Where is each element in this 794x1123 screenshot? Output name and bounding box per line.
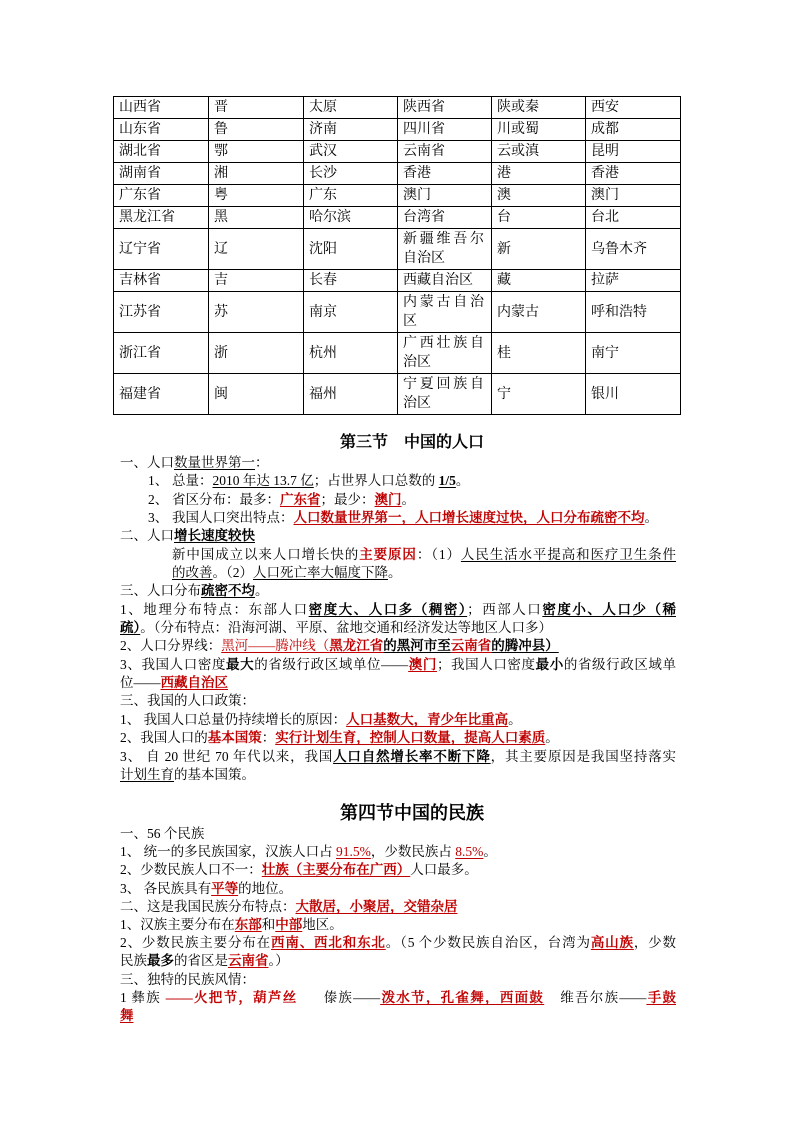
provincial-capital: 拉萨 (586, 270, 681, 292)
province-name: 湖南省 (114, 163, 209, 185)
province-name: 内蒙古自治区 (398, 292, 492, 333)
provincial-capital: 乌鲁木齐 (586, 229, 681, 270)
eth-line (120, 861, 676, 879)
key-point: 91.5% (336, 844, 371, 860)
text-segment: 三、独特的民族风情： (120, 971, 255, 987)
province-name: 陕西省 (398, 97, 492, 119)
text-segment: 。 (255, 583, 269, 599)
key-point: 的改善 (172, 565, 213, 581)
province-abbr: 宁 (492, 374, 586, 415)
pop-line (120, 692, 676, 710)
key-point: 人民生活水平提高和医疗卫生条件 (460, 546, 677, 562)
text-segment: 总量： (172, 473, 213, 489)
key-point: 大散居，小聚居，交错杂居 (295, 898, 458, 914)
key-point: 西藏自治区 (160, 675, 228, 691)
provincial-capital: 广东 (304, 185, 398, 207)
text-segment: ；西部人口 (467, 601, 543, 617)
table-row (114, 97, 681, 119)
province-abbr: 黑 (209, 207, 304, 229)
province-abbr: 台 (492, 207, 586, 229)
province-abbr: 内蒙古 (492, 292, 586, 333)
text-segment: 1、 统一的多民族国家，汉族人口占 (120, 844, 336, 860)
pop-line (120, 582, 676, 600)
province-abbr: 鄂 (209, 141, 304, 163)
table-row (114, 374, 681, 415)
table-row (114, 229, 681, 270)
province-abbr: 藏 (492, 270, 586, 292)
eth-line (120, 880, 676, 898)
pop-line (120, 509, 676, 527)
key-point: 壮族（主要分布在广西） (261, 862, 411, 878)
key-point: 手鼓 (646, 989, 676, 1005)
province-table (113, 96, 681, 415)
key-point: 实行计划生育，控制人口数量，提高人口素质 (275, 730, 546, 746)
province-abbr: 浙 (209, 333, 304, 374)
text-segment: 三、人口分布 (120, 583, 201, 599)
province-name: 西藏自治区 (398, 270, 492, 292)
table-row (114, 185, 681, 207)
text-segment: 二、这是我国民族分布特点： (120, 898, 296, 914)
text-segment: 2、少数民族人口不一： (120, 862, 262, 878)
text-segment: 。 (483, 844, 497, 860)
eth-line (120, 1007, 676, 1025)
text-segment: 3、我国人口密度 (120, 656, 227, 672)
key-point: 人口自然增长率不断下降 (333, 748, 491, 764)
text-segment: 。） (268, 953, 289, 969)
provincial-capital: 太原 (304, 97, 398, 119)
provincial-capital: 武汉 (304, 141, 398, 163)
key-point: 黑龙江省 (329, 638, 384, 654)
key-point: 的腾冲县） (491, 638, 559, 654)
key-point: 最小 (535, 656, 564, 672)
key-point: 舞 (120, 1007, 134, 1023)
pop-line (120, 527, 676, 545)
province-abbr: 辽 (209, 229, 304, 270)
text-segment: 。 (455, 473, 470, 489)
province-name: 宁夏回族自治区 (398, 374, 492, 415)
text-segment: 的基本国策。 (174, 766, 255, 782)
province-name: 四川省 (398, 119, 492, 141)
key-point: 东部 (234, 916, 262, 932)
ethnic-notes (120, 825, 676, 1025)
province-name: 山西省 (114, 97, 209, 119)
table-row (114, 270, 681, 292)
eth-line (120, 989, 676, 1007)
province-name: 云南省 (398, 141, 492, 163)
text-segment: 1、 我国人口总量仍持续增长的原因： (120, 711, 347, 727)
text-segment: 我国人口突出特点： (172, 510, 294, 526)
text-segment: 的省区是 (174, 953, 228, 969)
key-point: 人口基数大，青少年比重高 (346, 711, 509, 727)
section-title: 第三节 中国的人口 (339, 434, 484, 451)
provincial-capital: 香港 (586, 163, 681, 185)
text-segment: 民族 (120, 953, 147, 969)
text-segment: ： (255, 455, 269, 470)
key-point: 最大 (226, 656, 255, 672)
province-name: 湖北省 (114, 141, 209, 163)
province-abbr: 云或滇 (492, 141, 586, 163)
province-abbr: 新 (492, 229, 586, 270)
eth-line (120, 825, 676, 843)
eth-line (120, 934, 676, 952)
key-point: 1/5 (438, 473, 456, 489)
province-name: 福建省 (114, 374, 209, 415)
provincial-capital: 长沙 (304, 163, 398, 185)
table-row (114, 292, 681, 333)
eth-line (120, 952, 676, 970)
pop-line (120, 472, 676, 490)
provincial-capital: 呼和浩特 (586, 292, 681, 333)
text-segment: 的地位。 (238, 880, 293, 896)
province-abbr: 吉 (209, 270, 304, 292)
province-abbr: 川或蜀 (492, 119, 586, 141)
table-row (114, 333, 681, 374)
text-segment: 地区。 (302, 916, 343, 932)
eth-line (120, 843, 676, 861)
provincial-capital: 杭州 (304, 333, 398, 374)
key-point: 黑河——腾冲线（ (221, 638, 330, 654)
pop-line (120, 454, 676, 472)
text-segment: 傣族—— (323, 989, 381, 1005)
pop-line (120, 564, 676, 582)
province-abbr: 粤 (209, 185, 304, 207)
text-segment: 。 (508, 711, 522, 727)
text-segment: 1、汉族主要分布在 (120, 916, 235, 932)
key-point: 中部 (275, 916, 303, 932)
text-segment: ，少数 (633, 935, 677, 951)
key-point: 人口死亡率大幅度下降 (253, 565, 388, 581)
provincial-capital: 长春 (304, 270, 398, 292)
province-name: 新疆维吾尔自治区 (398, 229, 492, 270)
key-point: 增长速度较快 (174, 528, 255, 544)
provincial-capital: 沈阳 (304, 229, 398, 270)
provincial-capital: 济南 (304, 119, 398, 141)
list-number: 3、 (148, 510, 169, 526)
province-name: 吉林省 (114, 270, 209, 292)
section-title: 第四节中国的民族 (340, 803, 484, 823)
province-abbr: 晋 (209, 97, 304, 119)
provincial-capital: 台北 (586, 207, 681, 229)
text-segment: ，其主要原因是我国坚持落实 (490, 748, 677, 764)
key-point: 疏密不均 (201, 583, 255, 599)
text-segment: 1 彝族 (120, 989, 166, 1005)
province-name: 台湾省 (398, 207, 492, 229)
key-point: 8.5% (455, 844, 484, 860)
table-row (114, 207, 681, 229)
text-segment: 。 (401, 491, 415, 507)
pop-line (120, 766, 676, 784)
province-name: 广西壮族自治区 (398, 333, 492, 374)
text-segment: 。（分布特点：沿海河湖、平原、盆地交通和经济发达等地区人口多） (140, 620, 552, 636)
province-abbr: 澳 (492, 185, 586, 207)
province-abbr: 港 (492, 163, 586, 185)
province-name: 澳门 (398, 185, 492, 207)
key-point: 云南省 (450, 638, 492, 654)
pop-line (120, 491, 676, 509)
text-segment: 2、少数民族主要分布在 (120, 935, 272, 951)
pop-line (120, 748, 676, 766)
text-segment: 2、人口分界线： (120, 638, 222, 654)
provincial-capital: 南京 (304, 292, 398, 333)
province-name: 辽宁省 (114, 229, 209, 270)
text-segment: 二、人口 (120, 528, 174, 544)
text-segment: 新中国成立以来人口增长快的 (172, 546, 360, 562)
key-point: 西南、西北和东北 (271, 935, 386, 951)
key-point: 2010 年达 13.7 亿 (212, 473, 314, 489)
text-segment: 3、 自 20 世纪 70 年代以来，我国 (120, 748, 334, 764)
pop-line (120, 711, 676, 729)
text-segment: 2、我国人口的 (120, 730, 208, 746)
key-point: 最多 (147, 953, 174, 969)
text-segment: 位—— (120, 675, 161, 691)
text-segment: ；最少： (320, 491, 375, 507)
key-point: 泼水节，孔雀舞，西面鼓 (380, 989, 545, 1005)
text-segment: 省区分布：最多： (172, 491, 280, 507)
text-segment: ： (261, 730, 276, 746)
pop-line (120, 637, 676, 655)
key-point: 基本国策 (207, 730, 262, 746)
province-abbr: 闽 (209, 374, 304, 415)
text-segment: 。 (644, 510, 658, 526)
text-segment: 人口最多。 (410, 862, 478, 878)
text-segment: 3、 各民族具有 (120, 880, 212, 896)
key-point: 计划生育 (120, 766, 174, 782)
province-name: 广东省 (114, 185, 209, 207)
provincial-capital: 西安 (586, 97, 681, 119)
table-row (114, 163, 681, 185)
provincial-capital: 银川 (586, 374, 681, 415)
key-point: 主要原因 (359, 546, 417, 562)
pop-line (120, 656, 676, 674)
key-point: 数量世界第一 (174, 455, 255, 470)
key-point: 的黑河市至 (383, 638, 451, 654)
province-abbr: 陕或秦 (492, 97, 586, 119)
province-name: 江苏省 (114, 292, 209, 333)
province-abbr: 苏 (209, 292, 304, 333)
key-point: 云南省 (228, 953, 269, 969)
province-name: 黑龙江省 (114, 207, 209, 229)
text-segment: 的省级行政区域单位—— (254, 656, 409, 672)
key-point: 密度小、人口少（稀 (542, 601, 677, 617)
key-point: 澳门 (374, 491, 402, 507)
text-segment: ，少数民族占 (370, 844, 456, 860)
provincial-capital: 昆明 (586, 141, 681, 163)
text-segment: 和 (261, 916, 276, 932)
provincial-capital: 澳门 (586, 185, 681, 207)
province-abbr: 桂 (492, 333, 586, 374)
text-segment: ；占世界人口总数的 (313, 473, 439, 489)
eth-line (120, 916, 676, 934)
text-segment: 的省级行政区域单 (563, 656, 677, 672)
table-row (114, 119, 681, 141)
provincial-capital: 哈尔滨 (304, 207, 398, 229)
text-segment: ；我国人口密度 (436, 656, 536, 672)
text-segment: ：（1） (416, 546, 461, 562)
province-name: 山东省 (114, 119, 209, 141)
text-segment: 。（5 个少数民族自治区，台湾为 (385, 935, 591, 951)
key-point: 密度大、人口多（稠密） (308, 601, 468, 617)
pop-line (120, 619, 676, 637)
pop-line (120, 546, 676, 564)
pop-line (120, 601, 676, 619)
key-point: 疏） (120, 620, 141, 636)
text-segment: 一、人口 (120, 455, 174, 470)
pop-line (120, 674, 676, 692)
text-segment: 。 (388, 565, 402, 581)
text-segment: 三、我国的人口政策： (120, 693, 255, 709)
list-number: 2、 (148, 491, 169, 507)
eth-line (120, 971, 676, 989)
provincial-capital: 福州 (304, 374, 398, 415)
province-name: 浙江省 (114, 333, 209, 374)
province-name: 香港 (398, 163, 492, 185)
province-abbr: 湘 (209, 163, 304, 185)
population-notes (120, 454, 676, 784)
province-abbr: 鲁 (209, 119, 304, 141)
text-segment: 一、56 个民族 (120, 826, 205, 841)
key-point: ——火把节，葫芦丝 (165, 989, 298, 1005)
text-segment: 。（2） (212, 565, 253, 581)
key-point: 人口数量世界第一，人口增长速度过快，人口分布疏密不均 (293, 510, 645, 526)
provincial-capital: 南宁 (586, 333, 681, 374)
key-point: 广东省 (280, 491, 321, 507)
key-point: 平等 (211, 880, 239, 896)
text-segment: 1、地理分布特点：东部人口 (120, 601, 309, 617)
text-segment: 。 (545, 730, 559, 746)
table-row (114, 141, 681, 163)
list-number: 1、 (148, 473, 169, 489)
eth-line (120, 898, 676, 916)
provincial-capital: 成都 (586, 119, 681, 141)
pop-line (120, 729, 676, 747)
text-segment: 维吾尔族—— (560, 989, 647, 1005)
key-point: 高山族 (590, 935, 634, 951)
key-point: 澳门 (408, 656, 437, 672)
